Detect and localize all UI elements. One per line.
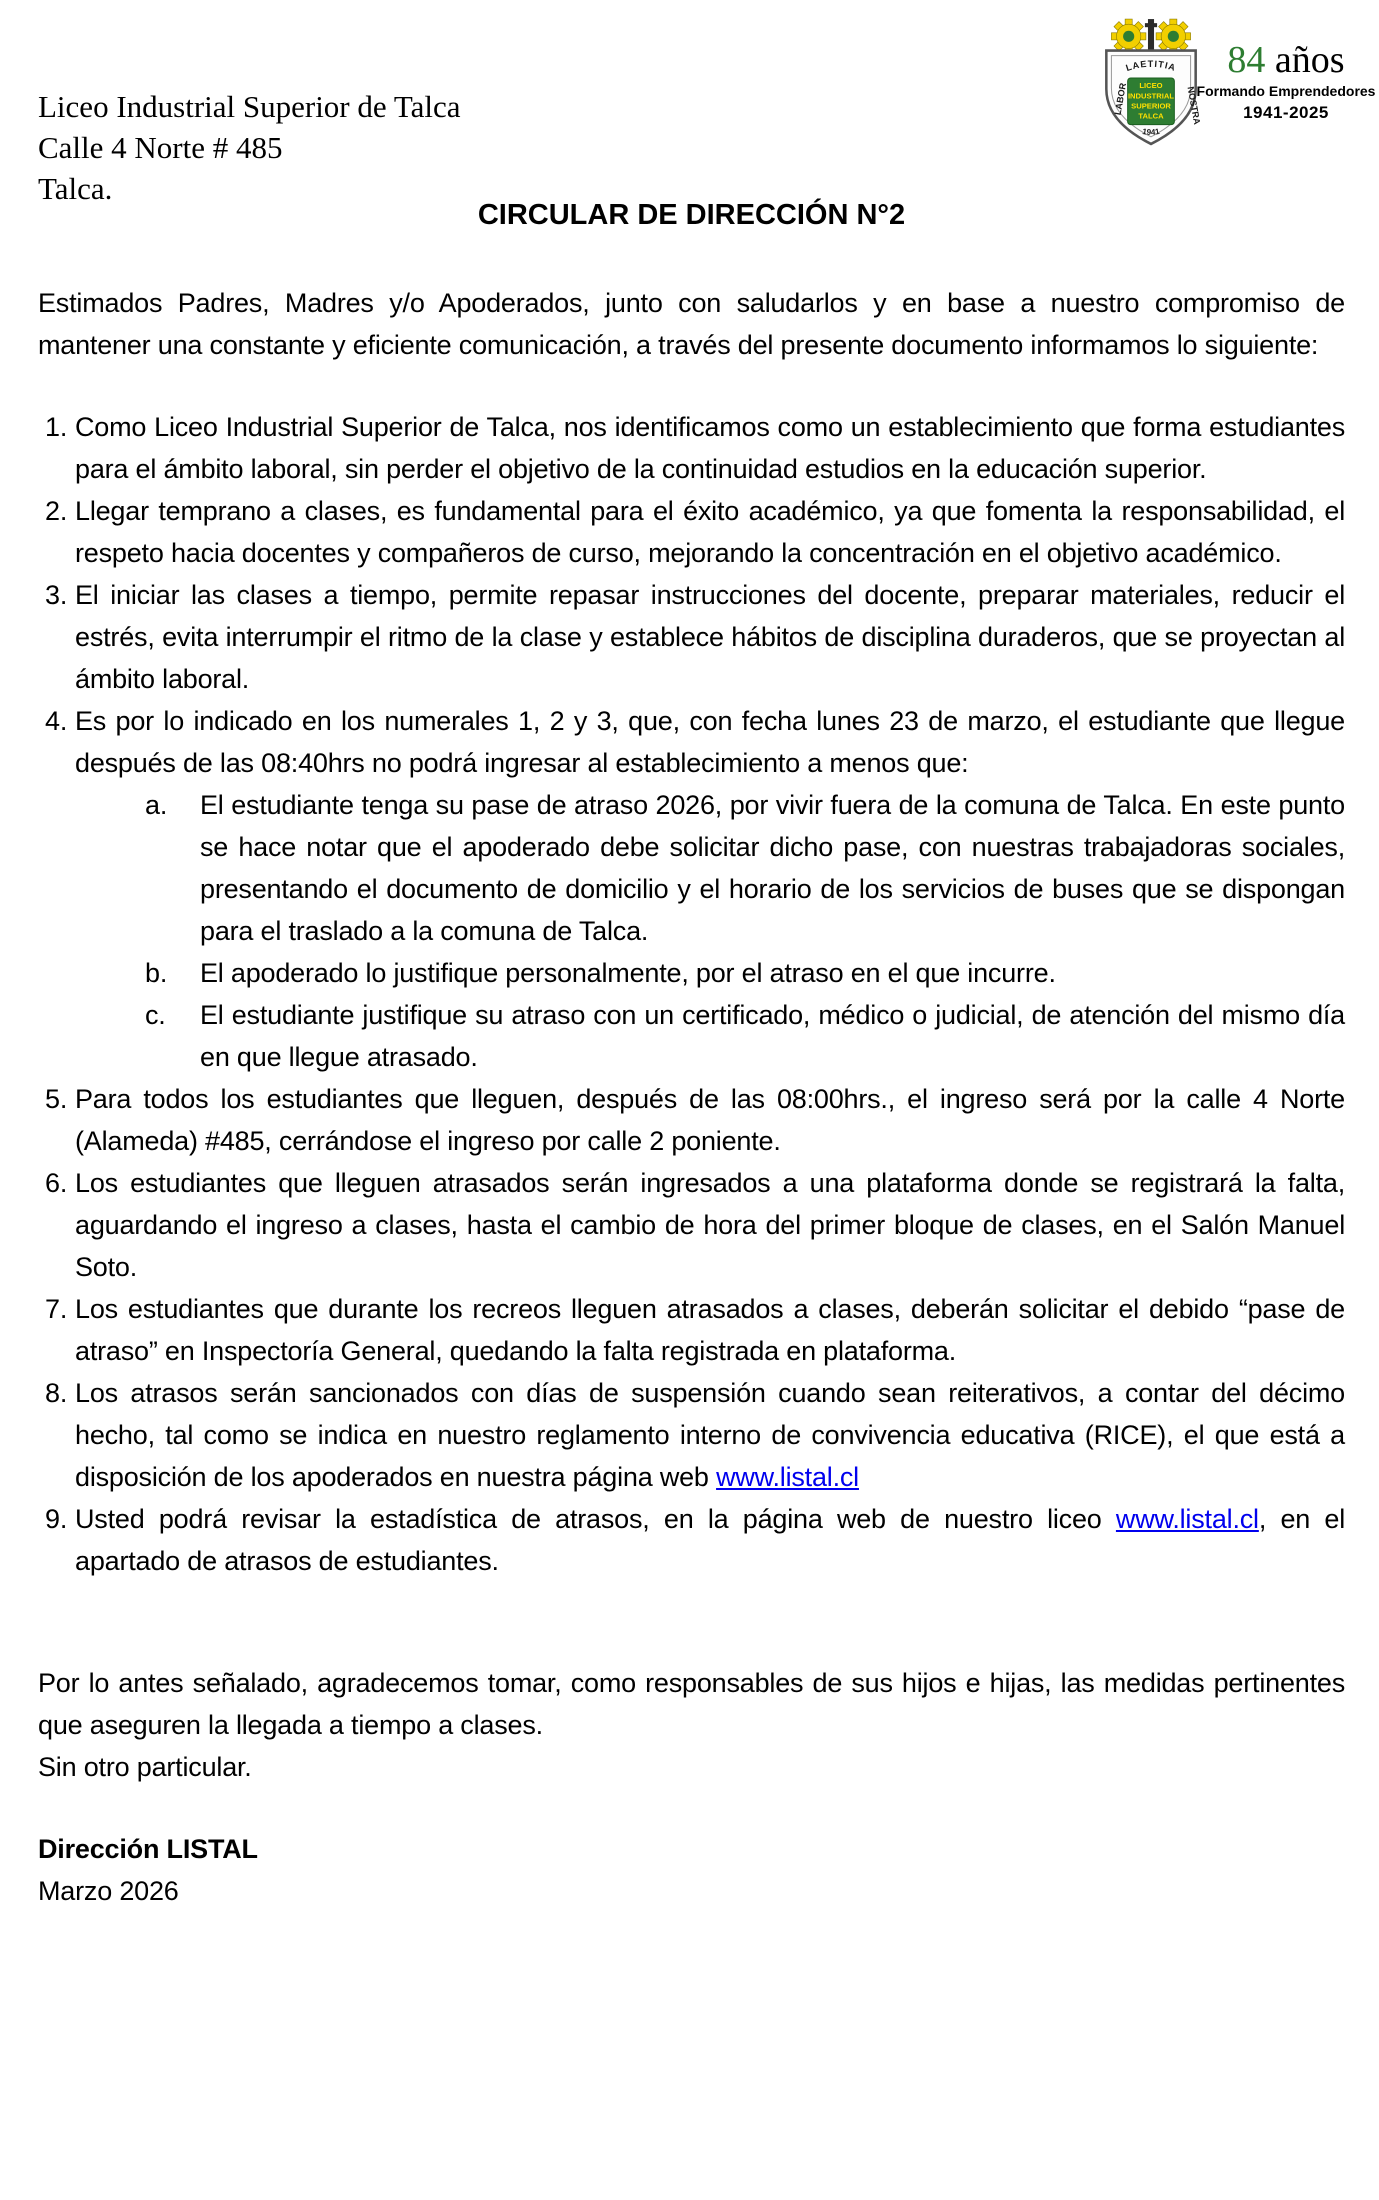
item-text bbox=[75, 1288, 1345, 1372]
crest-center-line1: LICEO bbox=[1139, 81, 1163, 91]
anniversary-line bbox=[1227, 40, 1344, 80]
subitem-text bbox=[200, 952, 1345, 994]
text-segment: El estudiante justifique su atraso con un certificado, médico o judicial, de atención del mismo día en que llegue atrasado. bbox=[200, 1000, 1345, 1072]
item-marker: 8. bbox=[45, 1378, 68, 1408]
school-name: Liceo Industrial Superior de Talca bbox=[38, 89, 461, 124]
document-body bbox=[38, 194, 1345, 1912]
item-marker: 1. bbox=[45, 412, 68, 442]
crest-motto-left: LABOR bbox=[1112, 82, 1129, 116]
text-segment: Usted podrá revisar la estadística de atrasos, en la página web de nuestro liceo bbox=[75, 1504, 1116, 1534]
list-item bbox=[38, 406, 1345, 490]
item-marker: 3. bbox=[45, 580, 68, 610]
svg-text:1941 bbox=[1142, 127, 1161, 137]
gear-icon bbox=[1156, 19, 1191, 54]
item-marker: 2. bbox=[45, 496, 68, 526]
sub-indent bbox=[38, 952, 145, 994]
subitem-text bbox=[200, 784, 1345, 952]
text-segment: Llegar temprano a clases, es fundamental para el éxito académico, ya que fomenta la responsabilidad, el respeto hacia docentes y compañeros de curso, mejorando la concentración en el objetivo académico. bbox=[75, 496, 1345, 568]
text-segment: El estudiante tenga su pase de atraso 2026, por vivir fuera de la comuna de Talca. En este punto se hace notar que el apoderado debe solicitar dicho pase, con nuestras trabajadoras sociales, presentando el documento de domicilio y el horario de los servicios de buses que se dispongan para el traslado a la comuna de Talca. bbox=[200, 790, 1345, 946]
list-item bbox=[38, 1288, 1345, 1372]
list-item bbox=[38, 1498, 1345, 1582]
list-item bbox=[38, 1162, 1345, 1288]
sub-list-item bbox=[38, 994, 1345, 1078]
item-marker: 9. bbox=[45, 1504, 68, 1534]
anniversary-years: 1941-2025 bbox=[1243, 103, 1329, 122]
subitem-marker: b. bbox=[145, 958, 168, 988]
item-marker: 6. bbox=[45, 1168, 68, 1198]
item-text bbox=[75, 574, 1345, 700]
item-text bbox=[75, 1162, 1345, 1288]
gear-icon bbox=[1111, 19, 1146, 54]
subitem-text bbox=[200, 994, 1345, 1078]
list-item bbox=[38, 490, 1345, 574]
crest-center-line3: SUPERIOR bbox=[1131, 101, 1171, 111]
crest-motto-right: NOSTRA bbox=[1185, 85, 1203, 126]
text-segment: Como Liceo Industrial Superior de Talca, nos identificamos como un establecimiento que forma estudiantes para el ámbito laboral, sin perder el objetivo de la continuidad estudios en la educación superior. bbox=[75, 412, 1345, 484]
crest-founding-year: 1941 bbox=[1141, 126, 1161, 137]
list-item bbox=[38, 574, 1345, 700]
item-marker: 4. bbox=[45, 706, 68, 736]
subitem-marker: c. bbox=[145, 1000, 166, 1030]
school-header bbox=[38, 86, 461, 209]
item-text bbox=[75, 1372, 1345, 1498]
text-segment: El apoderado lo justifique personalmente, por el atraso en el que incurre. bbox=[200, 958, 1056, 988]
subitem-marker: a. bbox=[145, 790, 168, 820]
text-segment: Los estudiantes que lleguen atrasados serán ingresados a una plataforma donde se registrará la falta, aguardando el ingreso a clases, hasta el cambio de hora del primer bloque de clases, en el Salón Manuel Soto. bbox=[75, 1168, 1345, 1282]
anniversary-block bbox=[1196, 14, 1376, 123]
crest-center-line4: TALCA bbox=[1138, 111, 1164, 121]
item-text bbox=[75, 490, 1345, 574]
intro-paragraph: Estimados Padres, Madres y/o Apoderados, junto con saludarlos y en base a nuestro compromiso de mantener una constante y eficiente comunicación, a través del presente documento informamos lo siguiente: bbox=[38, 288, 1345, 360]
list-item bbox=[38, 1078, 1345, 1162]
school-logo bbox=[1095, 14, 1376, 148]
item-text bbox=[75, 1498, 1345, 1582]
anniversary-label: años bbox=[1265, 39, 1345, 81]
main-list bbox=[38, 406, 1345, 1582]
sub-indent bbox=[38, 994, 145, 1078]
item-text bbox=[75, 700, 1345, 784]
item-text bbox=[75, 406, 1345, 490]
school-city: Talca. bbox=[38, 171, 113, 206]
text-segment: El iniciar las clases a tiempo, permite repasar instrucciones del docente, preparar materiales, reducir el estrés, evita interrumpir el ritmo de la clase y establece hábitos de disciplina duraderos, que se proyectan al ámbito laboral. bbox=[75, 580, 1345, 694]
listal-link[interactable]: www.listal.cl bbox=[716, 1462, 859, 1492]
key-icon bbox=[1145, 19, 1157, 49]
signature-date: Marzo 2026 bbox=[38, 1876, 179, 1906]
crest-center-line2: INDUSTRIAL bbox=[1127, 91, 1175, 101]
list-item bbox=[38, 1372, 1345, 1498]
school-address: Calle 4 Norte # 485 bbox=[38, 130, 283, 165]
page-title: CIRCULAR DE DIRECCIÓN N°2 bbox=[477, 199, 906, 231]
text-segment: Los atrasos serán sancionados con días de suspensión cuando sean reiterativos, a contar del décimo hecho, tal como se indica en nuestro reglamento interno de convivencia educativa (RICE), el que está a disposición de los apoderados en nuestra página web bbox=[75, 1378, 1345, 1492]
sub-list-item bbox=[38, 952, 1345, 994]
sub-indent bbox=[38, 784, 145, 952]
sub-list-item bbox=[38, 784, 1345, 952]
item-text bbox=[75, 1078, 1345, 1162]
item-marker: 5. bbox=[45, 1084, 68, 1114]
item-marker: 7. bbox=[45, 1294, 68, 1324]
text-segment: Es por lo indicado en los numerales 1, 2 y 3, que, con fecha lunes 23 de marzo, el estudiante que llegue después de las 08:40hrs no podrá ingresar al establecimiento a menos que: bbox=[75, 706, 1345, 778]
text-segment: Para todos los estudiantes que lleguen, después de las 08:00hrs., el ingreso será por la calle 4 Norte (Alameda) #485, cerrándose el ingreso por calle 2 poniente. bbox=[75, 1084, 1345, 1156]
text-segment: , en el apartado de atrasos de estudiantes. bbox=[75, 1504, 1346, 1576]
signature: Dirección LISTAL bbox=[38, 1834, 258, 1864]
anniversary-slogan: Formando Emprendedores bbox=[1196, 83, 1376, 99]
salutation: Sin otro particular. bbox=[38, 1752, 252, 1782]
text-segment: Los estudiantes que durante los recreos lleguen atrasados a clases, deberán solicitar el debido “pase de atraso” en Inspectoría General, quedando la falta registrada en plataforma. bbox=[75, 1294, 1345, 1366]
anniversary-number: 84 bbox=[1227, 39, 1266, 81]
crest-motto-top: LAETITIA bbox=[1124, 58, 1178, 74]
listal-link[interactable]: www.listal.cl bbox=[1115, 1504, 1259, 1534]
school-crest-icon bbox=[1095, 14, 1207, 148]
closing-paragraph: Por lo antes señalado, agradecemos tomar, como responsables de sus hijos e hijas, las medidas pertinentes que aseguren la llegada a tiempo a clases. bbox=[38, 1668, 1345, 1740]
list-item bbox=[38, 700, 1345, 784]
